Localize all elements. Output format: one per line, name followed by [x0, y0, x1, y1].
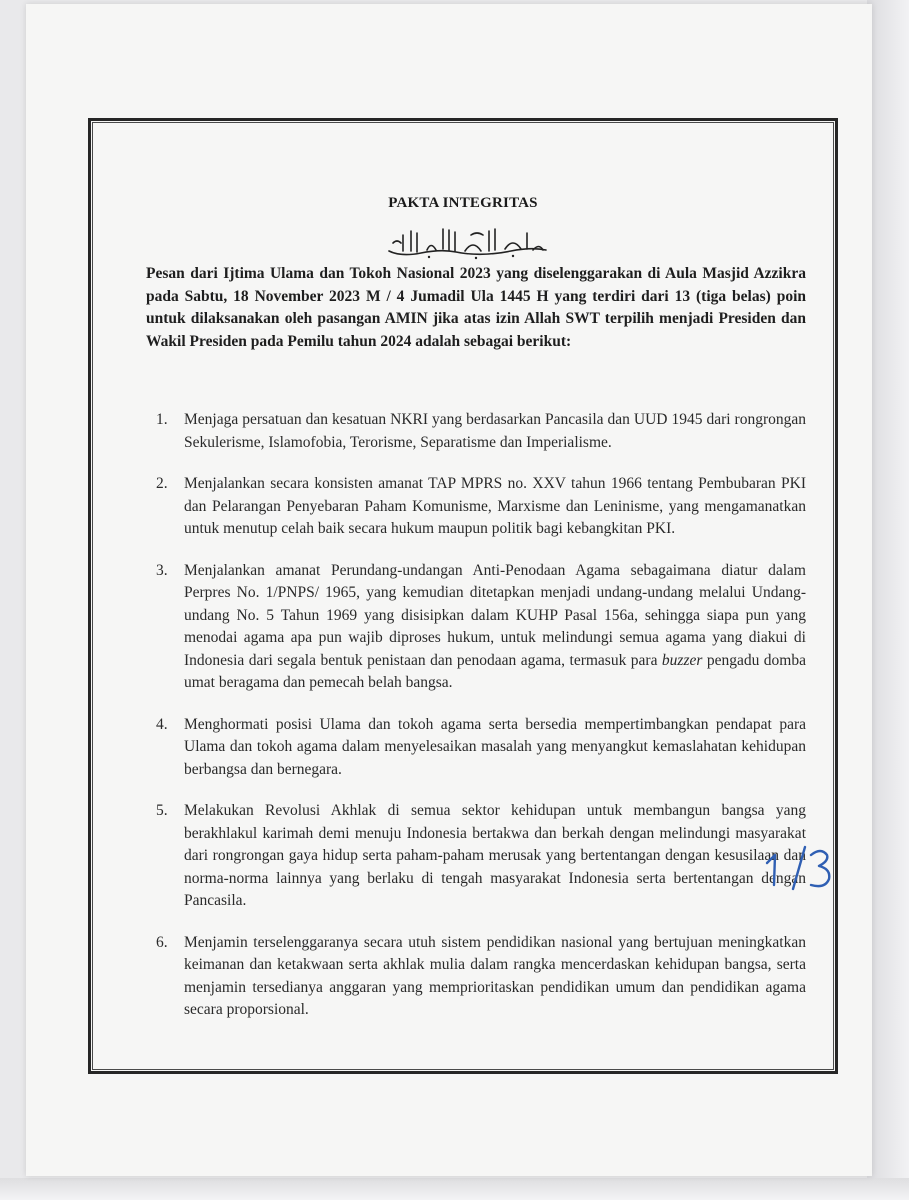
list-item	[146, 560, 806, 695]
point-number: 6.	[156, 933, 168, 951]
point-text: Melakukan Revolusi Akhlak di semua sektor kehidupan untuk membangun bangsa yang berakhlakul karimah demi menuju Indonesia bertakwa dan berkah dengan melindungi masyarakat dari rongrongan gaya hidup serta paham-paham merusak yang bertentangan dengan kesusilaan dan norma-norma lainnya yang berlaku di tengah masyarakat Indonesia serta bertentangan dengan Pancasila.	[184, 802, 806, 909]
point-text-main: Menjalankan amanat Perundang-undangan Anti-Penodaan Agama sebagaimana diatur dalam Perpres No. 1/PNPS/ 1965, yang kemudian ditetapkan menjadi undang-undang melalui Undang-undang No. 5 Tahun 1969 yang disisipkan dalam KUHP Pasal 156a, sehingga siapa pun yang menodai agama apa pun wajib diproses hukum, untuk melindungi semua agama yang diakui di Indonesia dari segala bentuk penistaan dan penodaan agama, termasuk para	[184, 561, 806, 669]
intro-paragraph: Pesan dari Ijtima Ulama dan Tokoh Nasional 2023 yang diselenggarakan di Aula Masjid Azzikra pada Sabtu, 18 November 2023 M / 4 Jumadil Ula 1445 H yang terdiri dari 13 (tiga belas) poin untuk dilaksanakan oleh pasangan AMIN jika atas izin Allah SWT terpilih menjadi Presiden dan Wakil Presiden pada Pemilu tahun 2024 adalah sebagai berikut:	[146, 265, 806, 350]
basmala-calligraphy	[381, 221, 551, 261]
list-item	[146, 409, 806, 454]
handwritten-page-number	[759, 839, 839, 895]
point-number: 1.	[156, 411, 168, 428]
point-text: Menjamin terselenggaranya secara utuh sistem pendidikan nasional yang bertujuan meningkatkan keimanan dan ketakwaan serta akhlak mulia dalam rangka mencerdaskan kehidupan bangsa, serta menjamin tersedianya anggaran yang memprioritaskan pendidikan umum dan pendidikan agama secara proporsional.	[184, 933, 806, 1018]
document-border-frame	[88, 118, 838, 1074]
point-text-end: pengadu domba umat beragama dan pemecah belah bangsa.	[184, 651, 806, 691]
point-text: Menjalankan secara konsisten amanat TAP MPRS no. XXV tahun 1966 tentang Pembubaran PKI dan Pelarangan Penyebaran Paham Komunisme, Marxisme dan Leninisme, yang mengamanatkan untuk menutup celah baik secara hukum maupun politik bagi kebangkitan PKI.	[184, 475, 806, 537]
document-title: PAKTA INTEGRITAS	[388, 195, 538, 211]
point-text-italic: buzzer	[661, 651, 703, 669]
list-item	[146, 714, 806, 782]
screen-edge	[867, 0, 909, 1200]
point-text	[180, 560, 806, 695]
point-number: 4.	[156, 715, 168, 733]
point-number: 2.	[156, 475, 168, 492]
list-item	[146, 800, 806, 913]
points-list	[146, 409, 806, 1041]
document-page	[26, 4, 872, 1176]
point-number: 5.	[156, 802, 168, 819]
list-item	[146, 932, 806, 1022]
point-text: Menghormati posisi Ulama dan tokoh agama serta bersedia mempertimbangkan pendapat para Ulama dan tokoh agama dalam menyelesaikan masalah yang menyangkut kemaslahatan kehidupan berbangsa dan bernegara.	[184, 715, 806, 778]
list-item	[146, 473, 806, 541]
screen-edge-bottom	[0, 1178, 909, 1200]
point-number: 3.	[156, 561, 168, 579]
point-text: Menjaga persatuan dan kesatuan NKRI yang berdasarkan Pancasila dan UUD 1945 dari rongrongan Sekulerisme, Islamofobia, Terorisme, Separatisme dan Imperialisme.	[184, 411, 806, 451]
